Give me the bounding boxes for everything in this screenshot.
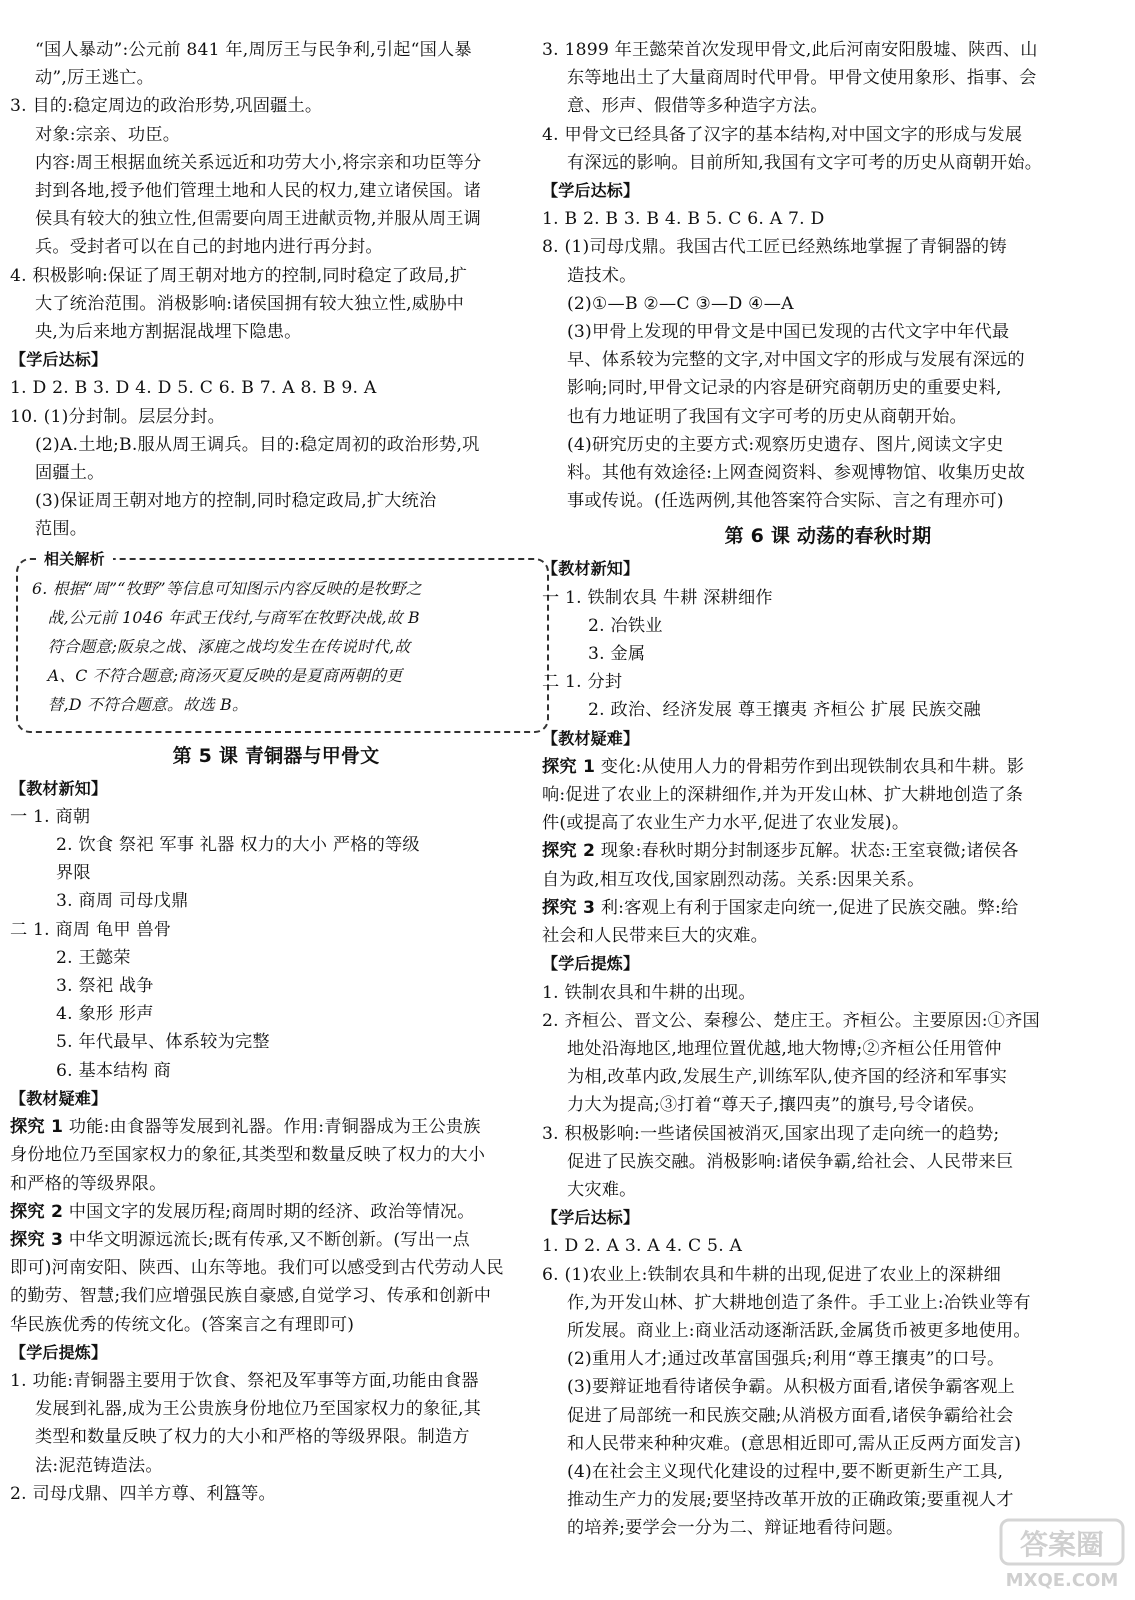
text-line: 的培养;要学会一分为二、辩证地看待问题。 [567,1518,904,1539]
text-line: 大了统治范围。消极影响:诸侯国拥有较大独立性,威胁中 [35,293,464,314]
text-line: 件(或提高了农业生产力水平,促进了农业发展)。 [542,813,910,834]
section-heading: 【学后达标】 [10,350,108,370]
text-line: 事或传说。(任选两例,其他答案符合实际、言之有理亦可) [567,491,1004,512]
text-line: 3. 1899 年王懿荣首次发现甲骨文,此后河南安阳殷墟、陕西、山 [542,40,1038,60]
text-line: 探究 1 功能:由食器等发展到礼器。作用:青铜器成为王公贵族 [10,1117,481,1138]
analysis-text [32,574,537,719]
text-line: 自为政,相互攻伐,国家剧烈动荡。关系:因果关系。 [542,869,925,890]
left-column [10,36,542,1508]
text-line: 探究 1 变化:从使用人力的骨耜劳作到出现铁制农具和牛耕。影 [542,756,1025,777]
text-line: 探究 3 利:客观上有利于国家走向统一,促进了民族交融。弊:给 [542,897,1019,918]
text-line: 2. 冶铁业 [588,615,663,636]
text-line: 地处沿海地区,地理位置优越,地大物博;②齐桓公任用管仲 [567,1038,1002,1059]
text-line: 促进了民族交融。消极影响:诸侯争霸,给社会、人民带来巨 [567,1151,1014,1172]
left-section-bottom [10,775,542,1508]
text-line: 即可)河南安阳、陕西、山东等地。我们可以感受到古代劳动人民 [10,1258,504,1279]
text-line: 6. 基本结构 商 [56,1060,172,1081]
text-line: 推动生产力的发展;要坚持改革开放的正确政策;要重视人才 [567,1490,1014,1511]
text-line: (2)①—B ②—C ③—D ④—A [567,293,794,314]
right-section-bottom [542,555,1114,1542]
text-line: 一 1. 商朝 [10,806,91,827]
question-label: 探究 2 [10,1201,64,1222]
text-line: 8. (1)司母戊鼎。我国古代工匠已经熟练地掌握了青铜器的铸 [542,237,1007,258]
text-line: 2. 王懿荣 [56,947,131,968]
section-heading: 【教材新知】 [542,559,640,579]
text-line: 2. 齐桓公、晋文公、秦穆公、楚庄王。齐桓公。主要原因:①齐国 [542,1010,1040,1031]
section-heading: 【教材疑难】 [542,728,640,748]
section-heading: 【学后提炼】 [10,1342,108,1362]
text-line: (4)在社会主义现代化建设的过程中,要不断更新生产工具, [567,1461,1004,1482]
question-label: 探究 1 [542,756,596,777]
text-line: 4. 象形 形声 [56,1004,154,1025]
section-heading: 【学后提炼】 [542,954,640,974]
question-label: 探究 2 [542,841,596,862]
text-line: (3)要辩证地看待诸侯争霸。从积极方面看,诸侯争霸客观上 [567,1377,1015,1398]
text-line: 1. D 2. B 3. D 4. D 5. C 6. B 7. A 8. B 9. A [10,378,377,399]
text-line: 动”,厉王逃亡。 [35,68,154,89]
text-line: 影响;同时,甲骨文记录的内容是研究商朝历史的重要史料, [567,378,1002,399]
text-line: 界限 [56,863,91,884]
question-label: 探究 3 [542,897,596,918]
text-line: 类型和数量反映了权力的大小和严格的等级界限。制造方 [35,1427,470,1448]
analysis-title: 相关解析 [36,547,113,571]
left-section-top [10,36,542,544]
text-line: 响:促进了农业上的深耕细作,并为开发山林、扩大耕地创造了条 [542,785,1024,806]
text-line: 2. 政治、经济发展 尊王攘夷 齐桓公 扩展 民族交融 [588,700,981,721]
text-line: 2. 饮食 祭祀 军事 礼器 权力的大小 严格的等级 [56,835,420,856]
text-line: 封到各地,授予他们管理土地和人民的权力,建立诸侯国。诸 [35,181,482,202]
text-line: 1. D 2. A 3. A 4. C 5. A [542,1236,743,1257]
text-line: 和严格的等级界限。 [10,1173,167,1194]
text-line: 也有力地证明了我国有文字可考的历史从商朝开始。 [567,406,967,427]
analysis-line: A、C 不符合题意;商汤灭夏反映的是夏商两朝的更 [32,665,403,685]
text-line: 1. 功能:青铜器主要用于饮食、祭祀及军事等方面,功能由食器 [10,1370,479,1391]
analysis-box [16,549,549,733]
text-line: 3. 祭祀 战争 [56,976,154,997]
text-line: 早、体系较为完整的文字,对中国文字的形成与发展有深远的 [567,350,1025,371]
text-line: 作,为开发山林、扩大耕地创造了条件。手工业上:冶铁业等有 [567,1292,1031,1313]
text-line: 3. 商周 司母戊鼎 [56,891,189,912]
text-line: 固疆土。 [35,463,105,484]
text-line: 大灾难。 [567,1179,637,1200]
text-line: 有深远的影响。目前所知,我国有文字可考的历史从商朝开始。 [567,152,1043,173]
section-heading: 【教材新知】 [10,778,108,798]
text-line: 身份地位乃至国家权力的象征,其类型和数量反映了权力的大小 [10,1145,486,1166]
watermark-bottom: MXQE.COM [1005,1570,1119,1591]
section-heading: 【教材疑难】 [10,1088,108,1108]
text-line: 对象:宗亲、功臣。 [35,124,181,145]
right-section-top [542,36,1114,515]
text-line: 一 1. 铁制农具 牛耕 深耕细作 [542,587,773,608]
text-line: 料。其他有效途径:上网查阅资料、参观博物馆、收集历史故 [567,463,1026,484]
text-line: 意、形声、假借等多种造字方法。 [567,96,828,117]
text-line: 法:泥范铸造法。 [35,1455,163,1476]
text-line: 3. 目的:稳定周边的政治形势,巩固疆土。 [10,96,323,117]
text-line: (3)保证周王朝对地方的控制,同时稳定政局,扩大统治 [35,491,437,512]
text-line: 2. 司母戊鼎、四羊方尊、利簋等。 [10,1483,276,1504]
analysis-line: 符合题意;阪泉之战、涿鹿之战均发生在传说时代,故 [32,636,411,656]
text-line: 探究 3 中华文明源远流长;既有传承,又不断创新。(写出一点 [10,1229,470,1250]
analysis-line: 替,D 不符合题意。故选 B。 [32,694,248,714]
text-line: 1. B 2. B 3. B 4. B 5. C 6. A 7. D [542,209,825,230]
text-line: 探究 2 现象:春秋时期分封制逐步瓦解。状态:王室衰微;诸侯各 [542,841,1019,862]
text-line: 力大为提高;③打着“尊天子,攘四夷”的旗号,号令诸侯。 [567,1095,985,1116]
lesson-6-title: 第 6 课 动荡的春秋时期 [724,525,932,548]
text-line: 二 1. 商周 龟甲 兽骨 [10,919,172,940]
text-line: “国人暴动”:公元前 841 年,周厉王与民争利,引起“国人暴 [35,40,472,60]
text-line: 6. (1)农业上:铁制农具和牛耕的出现,促进了农业上的深耕细 [542,1264,1001,1285]
analysis-line: 6. 根据“周”“牧野”等信息可知图示内容反映的是牧野之 [32,578,422,598]
text-line: 兵。受封者可以在自己的封地内进行再分封。 [35,237,383,258]
text-line: (2)A.土地;B.服从周王调兵。目的:稳定周初的政治形势,巩 [35,434,480,455]
question-label: 探究 3 [10,1229,64,1250]
analysis-line: 战,公元前 1046 年武王伐纣,与商军在牧野决战,故 B [32,607,420,627]
text-line: (2)重用人才;通过改革富国强兵;利用“尊王攘夷”的口号。 [567,1349,1005,1370]
text-line: 二 1. 分封 [542,672,623,693]
right-column [542,36,1114,1543]
text-line: 内容:周王根据血统关系远近和功劳大小,将宗亲和功臣等分 [35,152,482,173]
text-line: 探究 2 中国文字的发展历程;商周时期的经济、政治等情况。 [10,1201,475,1222]
text-line: 和人民带来种种灾难。(意思相近即可,需从正反两方面发言) [567,1433,1022,1454]
text-line: 5. 年代最早、体系较为完整 [56,1032,270,1053]
text-line: 范围。 [35,519,88,540]
lesson-5-title: 第 5 课 青铜器与甲骨文 [172,744,380,767]
section-heading: 【学后达标】 [542,1208,640,1228]
section-heading: 【学后达标】 [542,181,640,201]
text-line: 发展到礼器,成为王公贵族身份地位乃至国家权力的象征,其 [35,1399,482,1420]
text-line: 1. 铁制农具和牛耕的出现。 [542,982,756,1003]
text-line: 为相,改革内政,发展生产,训练军队,使齐国的经济和军事实 [567,1067,1007,1088]
text-line: 4. 甲骨文已经具备了汉字的基本结构,对中国文字的形成与发展 [542,124,1023,145]
watermark-top: 答案圈 [1019,1528,1105,1561]
watermark-logo [997,1514,1127,1594]
text-line: 造技术。 [567,265,637,286]
text-line: 的勤劳、智慧;我们应增强民族自豪感,自觉学习、传承和创新中 [10,1286,492,1307]
text-line: 侯具有较大的独立性,但需要向周王进献贡物,并服从周王调 [35,209,482,230]
text-line: 社会和人民带来巨大的灾难。 [542,926,769,947]
text-line: 4. 积极影响:保证了周王朝对地方的控制,同时稳定了政局,扩 [10,265,468,286]
text-line: 3. 金属 [588,644,646,665]
text-line: 央,为后来地方割据混战埋下隐患。 [35,322,302,343]
question-label: 探究 1 [10,1117,64,1138]
text-line: (4)研究历史的主要方式:观察历史遗存、图片,阅读文字史 [567,434,1004,455]
text-line: 华民族优秀的传统文化。(答案言之有理即可) [10,1314,355,1335]
text-line: 东等地出土了大量商周时代甲骨。甲骨文使用象形、指事、会 [567,68,1037,89]
text-line: 3. 积极影响:一些诸侯国被消灭,国家出现了走向统一的趋势; [542,1123,1000,1144]
text-line: 10. (1)分封制。层层分封。 [10,406,226,427]
text-line: 促进了局部统一和民族交融;从消极方面看,诸侯争霸给社会 [567,1405,1014,1426]
text-line: 所发展。商业上:商业活动逐渐活跃,金属货币被更多地使用。 [567,1320,1031,1341]
text-line: (3)甲骨上发现的甲骨文是中国已发现的古代文字中年代最 [567,322,1010,343]
